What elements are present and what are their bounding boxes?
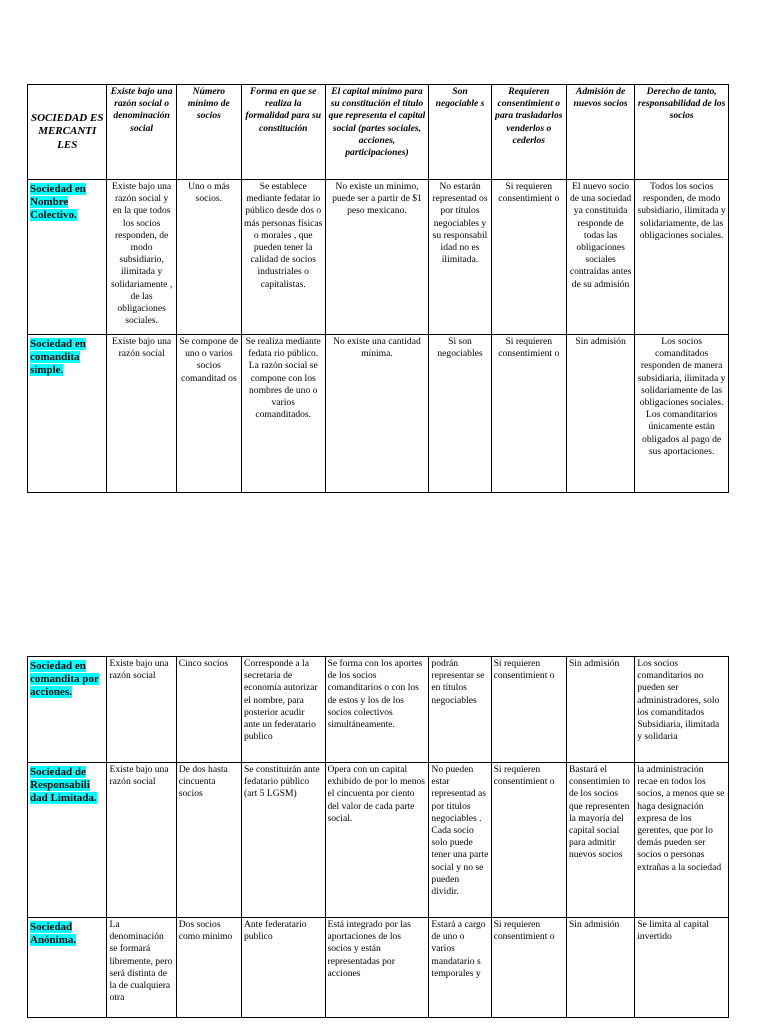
table-cell: Se limita al capital invertido [635,918,729,1018]
table-cell: Se forma con los aportes de los socios comanditarios o con los de estos y los de los socios colectivos simultáneamente. [325,657,429,763]
table-cell: Si requieren consentimient o [491,918,566,1018]
table-cell: Dos socios como mínimo [176,918,241,1018]
table-cell: No pueden estar representad as por títulos negociables . Cada socio solo puede tener una parte social y no se pueden dividir. [429,763,491,918]
header-capital-minimo: El capital mínimo para su constitución el título que representa el capital social (partes sociales, acciones, participaciones) [325,85,429,180]
row-label: Sociedad de Responsabili dad Limitada. [28,763,107,918]
header-negociables: Son negociable s [429,85,491,180]
header-numero-minimo-socios: Número mínimo de socios [176,85,241,180]
row-label: Sociedad en comandita por acciones. [28,657,107,763]
table-cell: Los socios comanditarios no pueden ser administradores, solo los comanditados Subsidiaria, ilimitada y solidaria [635,657,729,763]
table-cell: Estará a cargo de uno o varios mandatario s temporales y [429,918,491,1018]
table-cell: Si requieren consentimient o [491,180,566,335]
table-cell: Está integrado por las aportaciones de los socios y están representadas por acciones [325,918,429,1018]
table-cell: No estarán representad os por títulos negociables y su responsabil idad no es ilimitada. [429,180,491,335]
table-cell: Sin admisión [566,657,634,763]
table-cell: No existe un mínimo, puede ser a partir de $1 peso mexicano. [325,180,429,335]
table-row [28,657,729,763]
row-label: Sociedad en comandita simple. [28,335,107,493]
comparison-table-top [27,84,729,493]
table-cell: Existe bajo una razón social [107,335,176,493]
table-cell: Se constituirán ante fedatario público (art 5 LGSM) [241,763,325,918]
header-razon-social: Existe bajo una razón social o denominación social [107,85,176,180]
table-cell: podrán representar se en títulos negociables [429,657,491,763]
table-cell: Bastará el consentimien to de los socios que representen la mayoría del capital social para admitir nuevos socios [566,763,634,918]
table-cell: Existe bajo una razón social y en la que todos los socios responden, de modo subsidiario, ilimitada y solidariamente , de las obligaciones sociales. [107,180,176,335]
table-cell: De dos hasta cincuenta socios [176,763,241,918]
row-label: Sociedad Anónima. [28,918,107,1018]
table-cell: Cinco socios [176,657,241,763]
table-row [28,918,729,1018]
table-cell: Se compone de uno o varios socios comanditad os [176,335,241,493]
table-cell: Sin admisión [566,918,634,1018]
table-cell: La denominación se formará libremente, pero será distinta de la de cualquiera otra [107,918,176,1018]
table-cell: No existe una cantidad mínima. [325,335,429,493]
table-cell: Opera con un capital exhibido de por lo menos el cincuenta por ciento del valor de cada parte social. [325,763,429,918]
row-label: Sociedad en Nombre Colectivo. [28,180,107,335]
header-consentimiento: Requieren consentimient o para trasladarlos venderlos o cederlos [491,85,566,180]
table-cell: Se establece mediante fedatar io público desde dos o más personas físicas o morales , que pueden tener la calidad de socios industriales o capitalistas. [241,180,325,335]
table-cell: la administración recae en todos los socios, a menos que se haga designación expresa de los gerentes, que por lo demás pueden ser socios o personas extrañas a la sociedad [635,763,729,918]
table-cell: Todos los socios responden, de modo subsidiario, ilimitada y solidariamente, de las obligaciones sociales. [635,180,729,335]
header-derecho-tanto: Derecho de tanto, responsabilidad de los socios [635,85,729,180]
table-cell: Corresponde a la secretaria de economía autorizar el nombre, para posterior acudir ante un federatario publico [241,657,325,763]
table-cell: Se realiza mediante fedata rio público. La razón social se compone con los nombres de uno o varios comanditados. [241,335,325,493]
header-formalidad-constitucion: Forma en que se realiza la formalidad para su constitución [241,85,325,180]
header-row [28,85,729,180]
table-cell: Si requieren consentimient o [491,763,566,918]
table-cell: Existe bajo una razón social [107,763,176,918]
table-row [28,763,729,918]
table-cell: Uno o más socios. [176,180,241,335]
header-sociedades-mercantiles: SOCIEDAD ES MERCANTI LES [28,85,107,180]
header-admision-socios: Admisión de nuevos socios [566,85,634,180]
table-cell: Ante federatario publico [241,918,325,1018]
table-cell: Si son negociables [429,335,491,493]
table-cell: Los socios comanditados responden de manera subsidiaria, ilimitada y solidariamente de las obligaciones sociales. Los comanditarios únicamente están obligados al pago de sus aportaciones. [635,335,729,493]
comparison-table-bottom [27,656,729,1018]
table-row [28,335,729,493]
table-cell: Si requieren consentimient o [491,657,566,763]
table-cell: El nuevo socio de una sociedad ya constituida responde de todas las obligaciones sociales contraídas antes de su admisión [566,180,634,335]
table-cell: Existe bajo una razón social [107,657,176,763]
table-cell: Si requieren consentimient o [491,335,566,493]
table-cell: Sin admisión [566,335,634,493]
table-row [28,180,729,335]
